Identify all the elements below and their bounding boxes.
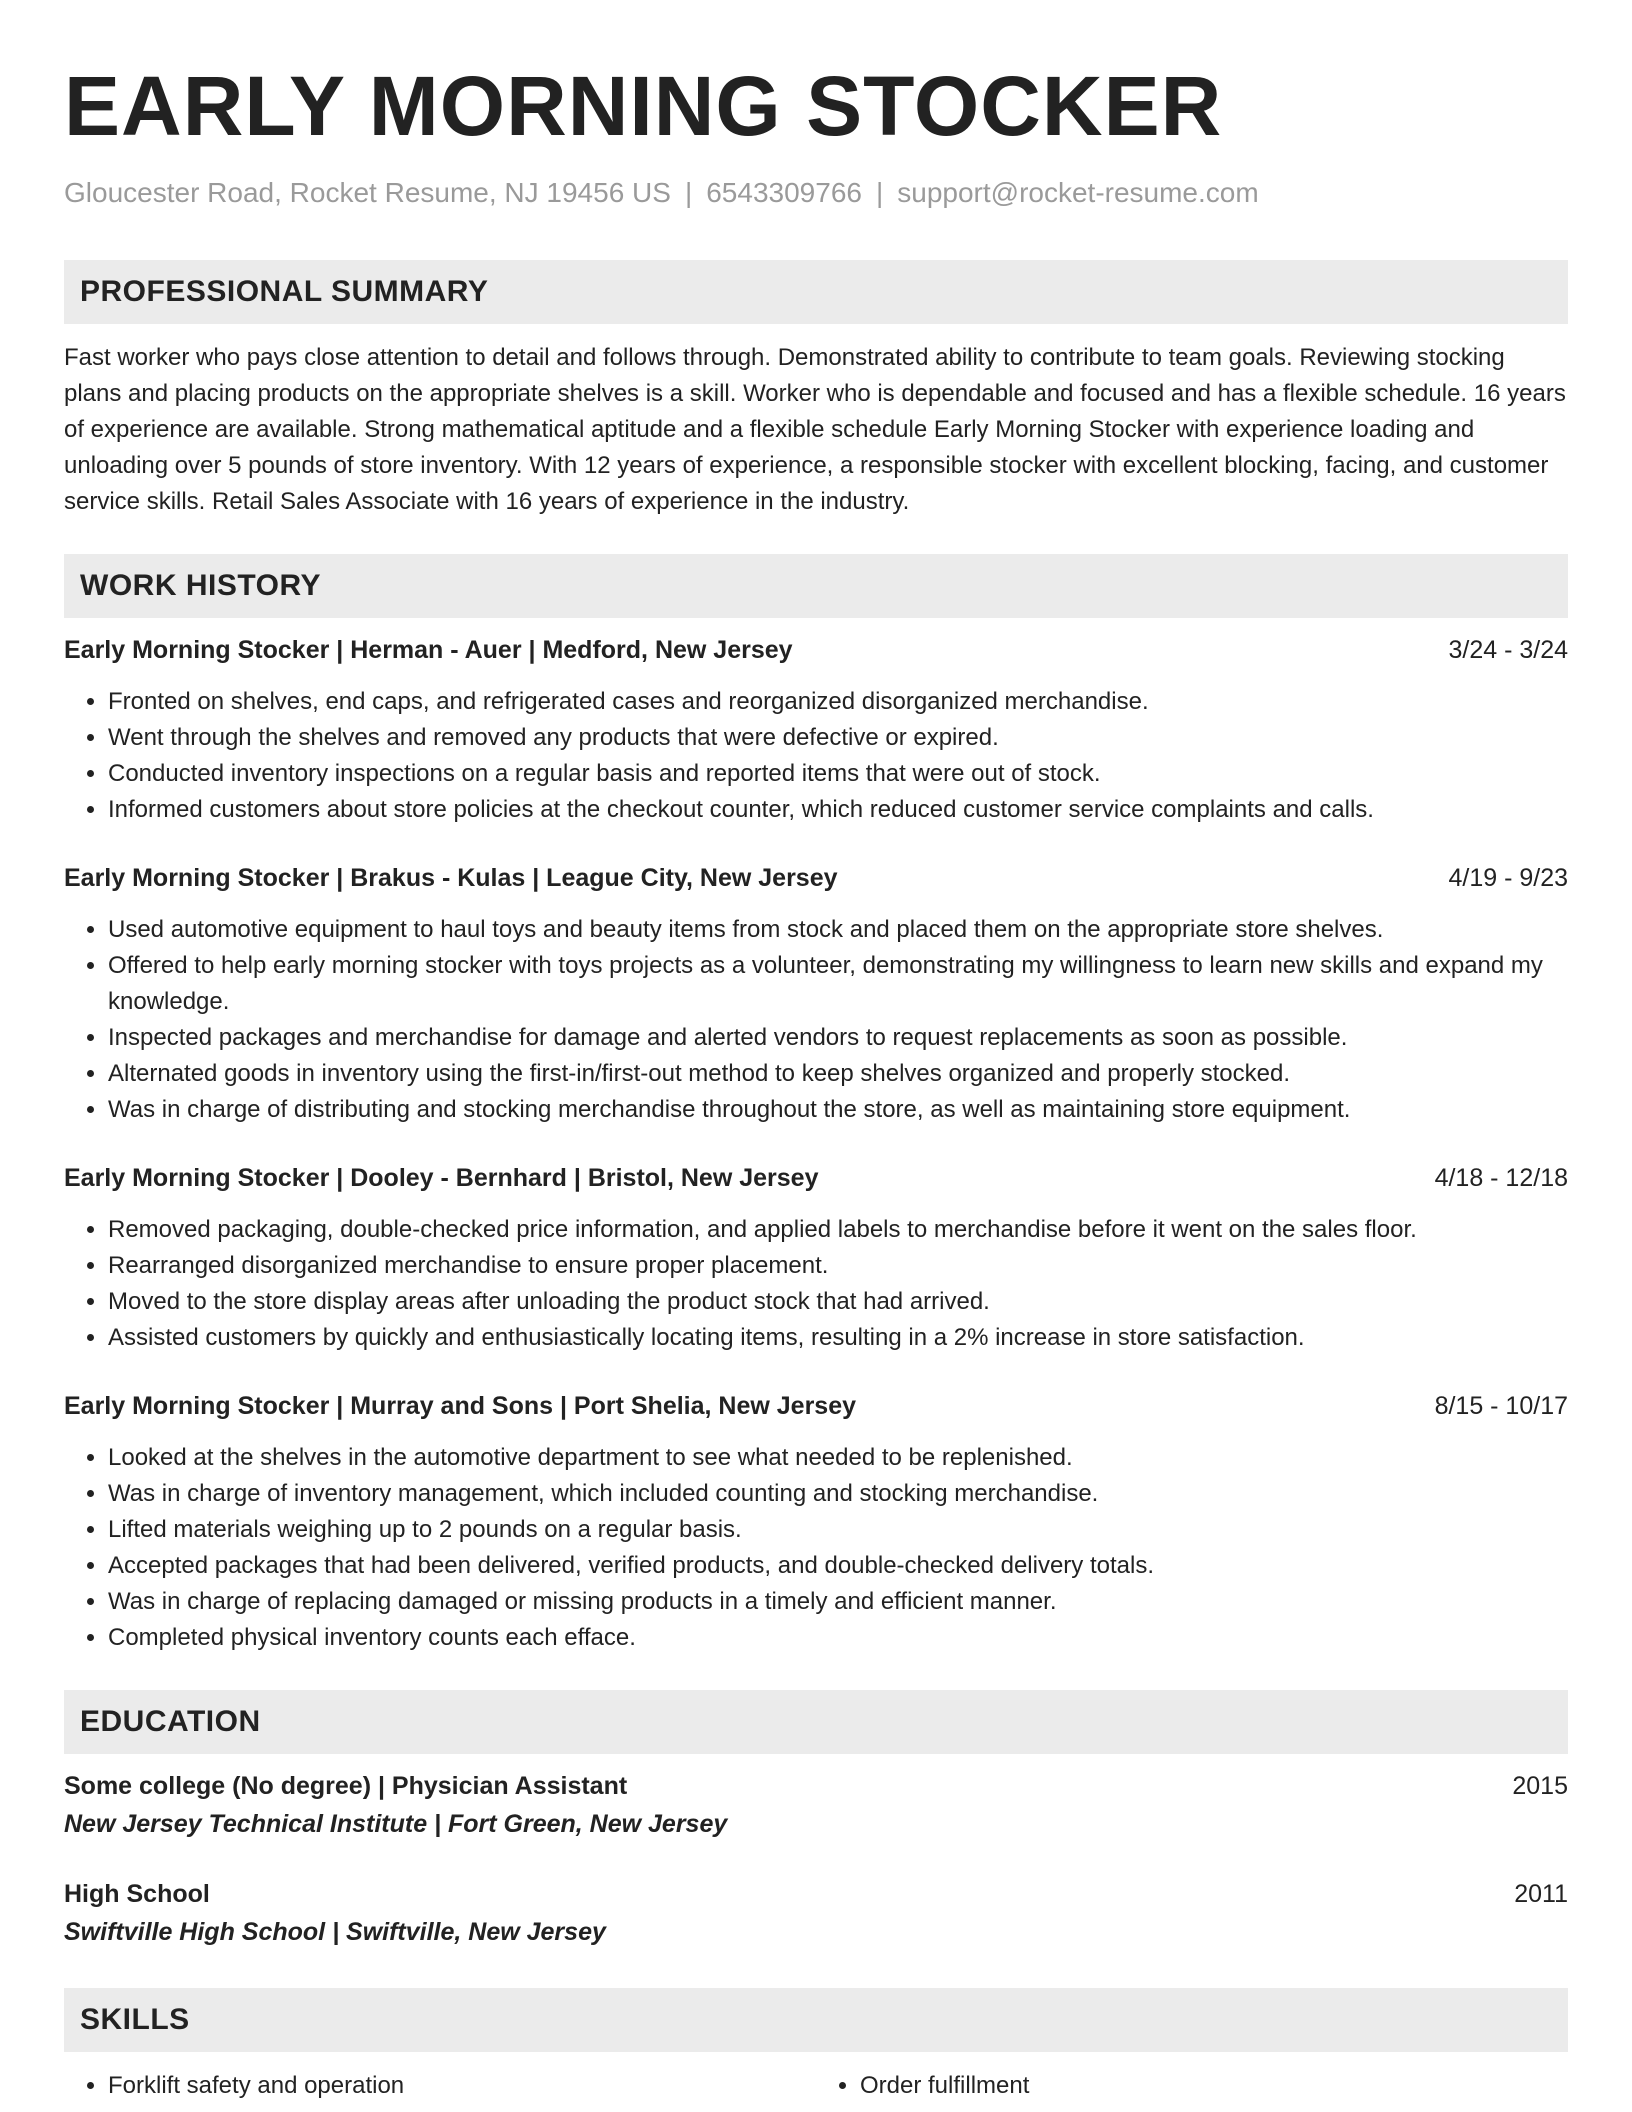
job-bullet: • Fronted on shelves, end caps, and refrigerated cases and reorganized disorganized merchandise. [108,684,1568,720]
job-bullet: • Was in charge of distributing and stocking merchandise throughout the store, as well as maintaining store equipment. [108,1092,1568,1128]
job-bullets [64,1440,1568,1656]
contact-phone: 6543309766 [706,177,862,208]
skills-list [64,2068,1568,2104]
education-degree: Some college (No degree) | Physician Assistant [64,1771,628,1800]
work-section-header: WORK HISTORY [64,554,1568,618]
job-entry [64,632,1568,828]
skills-section-header: SKILLS [64,1988,1568,2052]
job-bullet: • Moved to the store display areas after unloading the product stock that had arrived. [108,1284,1568,1320]
job-bullet: • Looked at the shelves in the automotive department to see what needed to be replenished. [108,1440,1568,1476]
job-entry [64,1388,1568,1656]
job-heading-row [64,1388,1568,1424]
education-heading-row [64,1876,1568,1912]
job-bullet: • Conducted inventory inspections on a regular basis and reported items that were out of stock. [108,756,1568,792]
job-bullet: • Informed customers about store policies at the checkout counter, which reduced customer service complaints and calls. [108,792,1568,828]
job-bullets [64,1212,1568,1356]
job-heading-row [64,1160,1568,1196]
job-heading: Early Morning Stocker | Brakus - Kulas | League City, New Jersey [64,863,838,892]
education-heading-row [64,1768,1568,1804]
job-bullet: • Inspected packages and merchandise for damage and alerted vendors to request replacements as soon as possible. [108,1020,1568,1056]
skill-item: • Order fulfillment [860,2068,1568,2104]
job-bullets [64,912,1568,1128]
resume-name: EARLY MORNING STOCKER [64,59,1223,153]
education-entry [64,1768,1568,1842]
job-bullet: • Lifted materials weighing up to 2 pounds on a regular basis. [108,1512,1568,1548]
skills-column-right [816,2068,1568,2104]
job-bullet: • Offered to help early morning stocker with toys projects as a volunteer, demonstrating my willingness to learn new skills and expand my knowledge. [108,948,1568,1020]
job-bullet: • Removed packaging, double-checked price information, and applied labels to merchandise before it went on the sales floor. [108,1212,1568,1248]
contact-separator: | [875,177,884,208]
education-entry [64,1876,1568,1950]
education-year: 2011 [1514,1879,1568,1908]
skill-item: • Forklift safety and operation [108,2068,816,2104]
skills-column-left [64,2068,816,2104]
education-school: Swiftville High School | Swiftville, New Jersey [64,1917,606,1946]
job-heading: Early Morning Stocker | Herman - Auer | Medford, New Jersey [64,635,793,664]
job-entry [64,1160,1568,1356]
job-heading: Early Morning Stocker | Murray and Sons | Port Shelia, New Jersey [64,1391,857,1420]
job-bullet: • Assisted customers by quickly and enthusiastically locating items, resulting in a 2% increase in store satisfaction. [108,1320,1568,1356]
job-bullets [64,684,1568,828]
education-school: New Jersey Technical Institute | Fort Green, New Jersey [64,1809,728,1838]
contact-email: support@rocket-resume.com [897,177,1259,208]
job-bullet: • Was in charge of replacing damaged or missing products in a timely and efficient manner. [108,1584,1568,1620]
contact-line [64,176,1568,210]
job-dates: 3/24 - 3/24 [1448,635,1568,664]
education-section-header: EDUCATION [64,1690,1568,1754]
job-dates: 8/15 - 10/17 [1434,1391,1568,1420]
education-year: 2015 [1512,1771,1568,1800]
job-dates: 4/19 - 9/23 [1448,863,1568,892]
contact-separator: | [684,177,693,208]
summary-text: Fast worker who pays close attention to detail and follows through. Demonstrated ability to contribute to team goals. Reviewing stocking plans and placing products on the appropriate shelves is a skill. Worker who is dependable and focused and has a flexible schedule. 16 years of experience are available. Strong mathematical aptitude and a flexible schedule Early Morning Stocker with experience loading and unloading over 5 pounds of store inventory. With 12 years of experience, a responsible stocker with excellent blocking, facing, and customer service skills. Retail Sales Associate with 16 years of experience in the industry. [64,343,1566,515]
summary-section-header: PROFESSIONAL SUMMARY [64,260,1568,324]
job-bullet: • Was in charge of inventory management, which included counting and stocking merchandise. [108,1476,1568,1512]
job-bullet: • Accepted packages that had been delivered, verified products, and double-checked delivery totals. [108,1548,1568,1584]
job-bullet: • Alternated goods in inventory using the first-in/first-out method to keep shelves organized and properly stocked. [108,1056,1568,1092]
job-dates: 4/18 - 12/18 [1434,1163,1568,1192]
job-bullet: • Used automotive equipment to haul toys and beauty items from stock and placed them on the appropriate store shelves. [108,912,1568,948]
job-heading-row [64,860,1568,896]
contact-address: Gloucester Road, Rocket Resume, NJ 19456 US [64,177,671,208]
job-bullet: • Rearranged disorganized merchandise to ensure proper placement. [108,1248,1568,1284]
job-bullet: • Completed physical inventory counts each efface. [108,1620,1568,1656]
job-entry [64,860,1568,1128]
job-heading-row [64,632,1568,668]
job-bullet: • Went through the shelves and removed any products that were defective or expired. [108,720,1568,756]
education-degree: High School [64,1879,210,1908]
job-heading: Early Morning Stocker | Dooley - Bernhard | Bristol, New Jersey [64,1163,819,1192]
